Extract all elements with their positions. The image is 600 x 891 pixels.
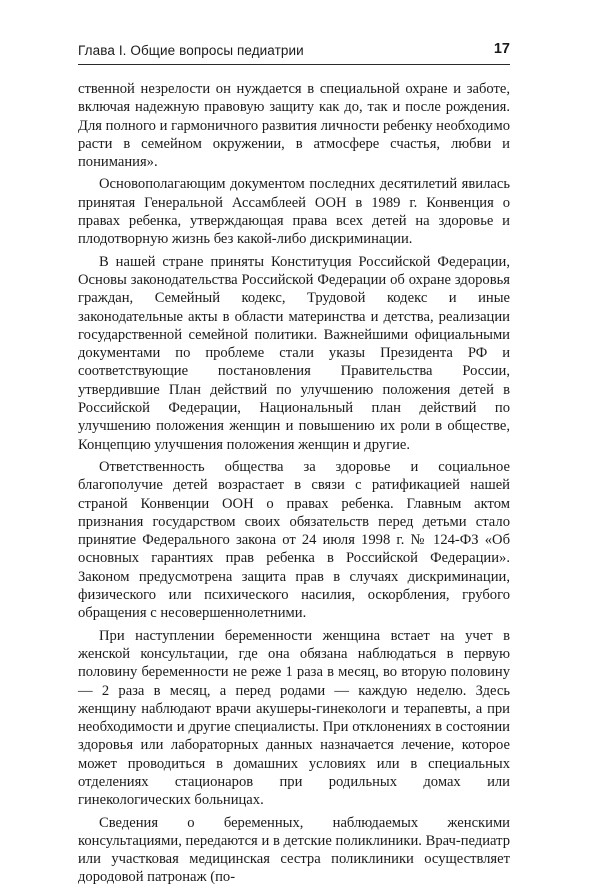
page-number: 17 [493, 41, 510, 57]
paragraph: Ответственность общества за здоровье и социальное благополучие детей возрастает в связи с ратификацией нашей страной Конвенции ООН о правах ребенка. Главным актом признания государством своих обязательств перед детьми стало принятие Федерального закона от 24 июля 1998 г. № 124-ФЗ «Об основных гарантиях прав ребенка в Российской Федерации». Законом предусмотрена защита прав в случаях дискриминации, физического или психического насилия, оскорбления, грубого обращения с несовершеннолетними. [78, 458, 510, 622]
header-rule [78, 64, 510, 65]
paragraph: Основополагающим документом последних десятилетий явилась принятая Генеральной Ассамблеей ООН в 1989 г. Конвенция о правах ребенка, утверждающая права всех детей на здоровье и плодотворную жизнь без какой-либо дискриминации. [78, 176, 510, 248]
body-text [78, 80, 510, 891]
paragraph: ственной незрелости он нуждается в специальной охране и заботе, включая надежную правовую защиту как до, так и после рождения. Для полного и гармоничного развития личности ребенку необходимо расти в семейном окружении, в атмосфере счастья, любви и понимания». [78, 81, 510, 171]
paragraph: При наступлении беременности женщина встает на учет в женской консультации, где она обязана наблюдаться в первую половину беременности не реже 1 раза в месяц, во вторую половину — 2 раза в месяц, а перед родами — каждую неделю. Здесь женщину наблюдают врачи акушеры-гинекологи и терапевты, а при необходимости и другие специалисты. При отклонениях в состоянии здоровья или лабораторных данных назначается лечение, которое может проводиться в домашних условиях или в специальных отделениях стационаров при родильных домах или гинекологических больницах. [78, 627, 510, 809]
chapter-title: Глава I. Общие вопросы педиатрии [78, 43, 304, 58]
paragraph: В нашей стране приняты Конституция Российской Федерации, Основы законодательства Российской Федерации об охране здоровья граждан, Семейный кодекс, Трудовой кодекс и иные законодательные акты в области материнства и детства, реализации государственной семейной политики. Важнейшими официальными документами по проблеме стали указы Президента РФ и соответствующие постановления Правительства России, утвердившие План действий по улучшению положения детей в Российской Федерации, Национальный план действий по улучшению положения женщин и повышению их роли в обществе, Концепцию улучшения положения женщин и другие. [78, 253, 510, 453]
paragraph: Сведения о беременных, наблюдаемых женскими консультациями, передаются и в детские поликлиники. Врач-педиатр или участковая медицинская сестра поликлиники осуществляет дородовой патронаж (по- [78, 814, 510, 886]
running-header [78, 40, 510, 62]
